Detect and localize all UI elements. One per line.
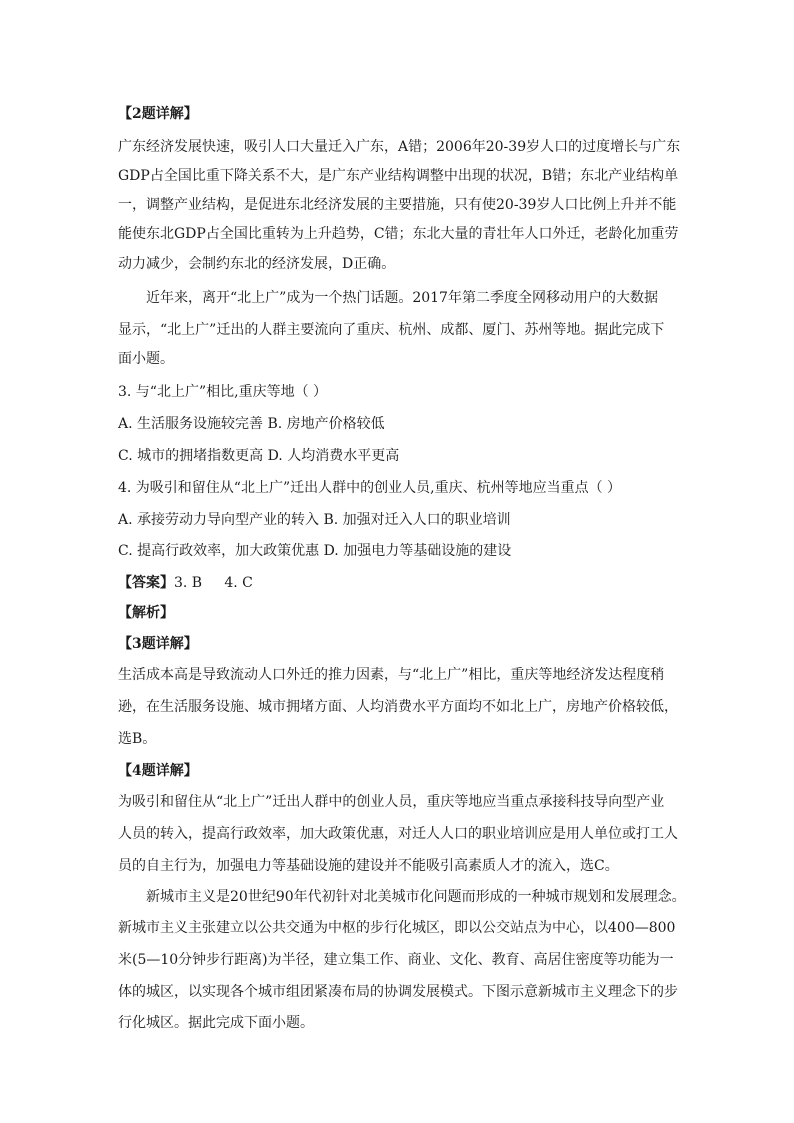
question-3-options-ab: A. 生活服务设施较完善 B. 房地产价格较低 [118,416,385,432]
q4-detail-line: 人员的转入，提高行政效率，加大政策优惠，对迁人人口的职业培训应是用人单位或打工人 [118,826,678,842]
q4-detail-line: 为吸引和留住从“北上广”迁出人群中的创业人员，重庆等地应当重点承接科技导向型产业 [118,794,665,810]
question-3-options-cd: C. 城市的拥堵指数更高 D. 人均消费水平更高 [118,448,400,464]
answer-line [118,573,253,593]
material-paragraph-line: 新城市主义是20世纪90年代初针对北美城市化问题而形成的一种城市规划和发展理念。 [146,889,686,905]
q2-detail-line: GDP占全国比重下降关系不大，是广东产业结构调整中出现的状况，B错；东北产业结构单 [118,168,679,184]
material-paragraph-line: 显示，“北上广”迁出的人群主要流向了重庆、杭州、成都、厦门、苏州等地。据此完成下 [118,322,665,338]
material-paragraph-line: 面小题。 [118,351,174,367]
q2-detail-line: 广东经济发展快速，吸引人口大量迁入广东，A错；2006年20-39岁人口的过度增长与广东 [118,139,681,155]
material-paragraph-line: 米(5—10分钟步行距离)为半径，建立集工作、商业、文化、教育、高居住密度等功能为一 [118,952,674,968]
question-4-options-cd: C. 提高行政效率，加大政策优惠 D. 加强电力等基础设施的建设 [118,543,512,559]
question-4-stem: 4. 为吸引和留住从“北上广”迁出人群中的创业人员,重庆、杭州等地应当重点（ ） [118,480,622,496]
q3-detail-line: 选B。 [118,731,157,747]
q4-detail-line: 员的自主行为，加强电力等基础设施的建设并不能吸引高素质人才的流入，选C。 [118,858,619,874]
question-4-options-ab: A. 承接劳动力导向型产业的转入 B. 加强对迁入人口的职业培训 [118,512,511,528]
material-paragraph-line: 体的城区，以实现各个城市组团紧凑布局的协调发展模式。下图示意新城市主义理念下的步 [118,984,678,1000]
material-paragraph-line: 近年来，离开“北上广”成为一个热门话题。2017年第二季度全网移动用户的大数据 [146,290,658,306]
q2-detail-line: 动力减少，会制约东北的经济发展，D正确。 [118,256,396,272]
q3-detail-heading: 【3题详解】 [118,636,198,652]
question-3-stem: 3. 与“北上广”相比,重庆等地（ ） [118,384,328,400]
q2-detail-heading: 【2题详解】 [118,106,198,122]
answer-text: 3. B 4. C [174,575,253,591]
material-paragraph-line: 新城市主义主张建立以公共交通为中枢的步行化城区，即以公交站点为中心，以400—800 [118,920,676,936]
analysis-label: 【解析】 [118,605,174,621]
q2-detail-line: 一，调整产业结构，是促进东北经济发展的主要措施，只有使20-39岁人口比例上升并不能 [118,197,677,213]
q4-detail-heading: 【4题详解】 [118,763,198,779]
q2-detail-line: 能使东北GDP占全国比重转为上升趋势，C错；东北大量的青壮年人口外迁，老龄化加重劳 [118,226,679,242]
material-paragraph-line: 行化城区。据此完成下面小题。 [118,1015,314,1031]
q3-detail-line: 生活成本高是导致流动人口外迁的推力因素，与“北上广”相比，重庆等地经济发达程度稍 [118,667,665,683]
q3-detail-line: 逊，在生活服务设施、城市拥堵方面、人均消费水平方面均不如北上广，房地产价格较低， [118,699,678,715]
answer-label: 【答案】 [118,575,174,591]
